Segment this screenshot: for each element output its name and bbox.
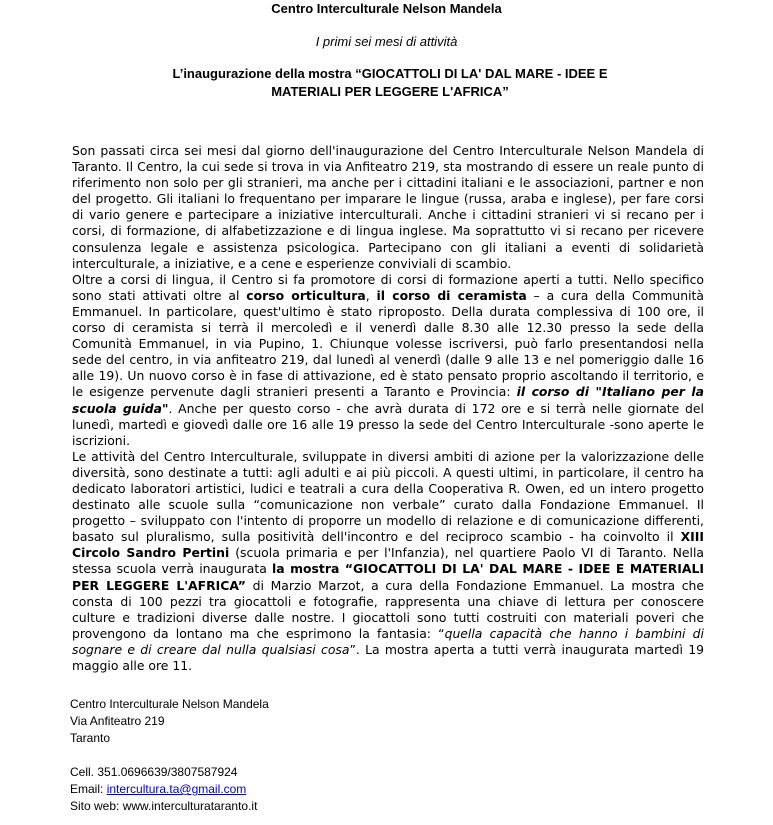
headline-prefix: L’inaugurazione della mostra — [172, 66, 356, 81]
document-headline — [150, 65, 630, 101]
headline-exhibition-title: “GIOCATTOLI DI LA' DAL MARE - IDEE E MATERIALI PER LEGGERE L'AFRICA” — [271, 66, 608, 99]
paragraph-courses — [72, 272, 704, 449]
footer-org: Centro Interculturale Nelson Mandela — [70, 697, 269, 711]
document-subtitle: I primi sei mesi di attività — [315, 34, 458, 49]
text: ”. La mostra aperta a tutti verrà inaugurata martedì 19 maggio alle ore 11. — [72, 641, 704, 673]
footer-city: Taranto — [70, 731, 111, 745]
text: di Marzio Marzot, a cura della Fondazione Emmanuel. La mostra che consta di 100 pezzi tra giocattoli e fotografie, rappresenta una chiave di lettura per conoscere culture e tradizioni diverse dalle nostre. I giocattoli sono tutti costruiti con materiali poveri che provengono da lontano ma che esprimono la fantasia: “ — [72, 577, 704, 641]
footer-email-line — [70, 781, 470, 798]
text: Le attività del Centro Interculturale, sviluppate in diversi ambiti di azione per la valorizzazione delle diversità, sono destinate a tutti: agli adulti e ai più piccoli. A questi ultimi, in particolare, il centro ha dedicato laboratori artistici, ludici e teatrali a cura della Cooperativa R. Owen, ed un intero progetto destinato alle scuole sulla “comunicazione non verbale” curato dalla Fondazione Emmanuel. Il progetto – sviluppato con l'intento di proporre un modello di relazione e di comunicazione differenti, basato sul pluralismo, sulla positività dell'incontro e del reciproco scambio - ha coinvolto il — [72, 448, 704, 545]
text: (scuola primaria e per l'Infanzia), nel quartiere Paolo VI di Taranto. Nella stessa scuola verrà inaugurata — [72, 545, 704, 577]
highlight-mostra: la mostra “GIOCATTOLI DI LA' DAL MARE - IDEE E MATERIALI PER LEGGERE L'AFRICA” — [72, 561, 704, 593]
quote-fantasia: quella capacità che hanno i bambini di sognare e di creare dal nulla qualsiasi cosa — [72, 625, 704, 657]
document-org-title: Centro Interculturale Nelson Mandela — [271, 1, 502, 16]
footer-address: Via Anfiteatro 219 — [70, 714, 165, 728]
text: Oltre a corsi di lingua, il Centro si fa promotore di corsi di formazione aperti a tutti. Nello specifico sono stati attivati oltre al — [72, 271, 704, 303]
footer-website: Sito web: www.interculturataranto.it — [70, 799, 258, 813]
article-body — [72, 143, 704, 674]
email-link[interactable]: intercultura.ta@gmail.com — [106, 782, 247, 796]
highlight-circolo: XIII Circolo Sandro Pertini — [72, 529, 704, 561]
text: – a cura della Communità Emmanuel. In particolare, quest'ultimo è stato riproposto. Della durata complessiva di 100 ore, il corso di ceramista si terrà il mercoledì e il venerdì dalle 8.30 alle 12.30 presso la sede della Comunità Emmanuel, in via Pupino, 1. Chiunque volesse iscriversi, può farlo presentandosi nella sede del centro, in via anfiteatro 219, dal lunedì al venerdì (dalle 9 alle 13 e nel pomeriggio dalle 16 alle 19). Un nuovo corso è in fase di attivazione, ed è stato pensato proprio ascoltando il territorio, e le esigenze pervenute dagli stranieri presenti a Taranto e Provincia: — [72, 287, 704, 400]
footer-email-label: Email: — [70, 782, 107, 796]
highlight-ceramista: il corso di ceramista — [376, 287, 527, 303]
paragraph-intro: Son passati circa sei mesi dal giorno dell'inaugurazione del Centro Interculturale Nelson Mandela di Taranto. Il Centro, la cui sede si trova in via Anfiteatro 219, sta mostrando di essere un reale punto di riferimento non solo per gli stranieri, ma anche per i cittadini italiani e le associazioni, partner e non del progetto. Gli italiani lo frequentano per imparare le lingue (russa, araba e inglese), per fare corsi di vario genere e partecipare a iniziative interculturali. Anche i cittadini stranieri vi si recano per i corsi, di formazione, di alfabetizzazione e di lingua inglese. Ma soprattutto vi si recano per ricevere consulenza legale e assistenza psicologica. Partecipano con gli italiani a eventi di solidarietà interculturale, a iniziative, e a cene e esperienze conviviali di scambio. — [72, 143, 704, 271]
highlight-orticultura: corso orticultura — [246, 287, 366, 303]
footer-spacer — [70, 747, 470, 764]
footer-phone: Cell. 351.0696639/3807587924 — [70, 765, 238, 779]
highlight-italiano-scuola-guida: il corso di "Italiano per la scuola guida" — [72, 384, 704, 416]
text: , — [365, 287, 377, 303]
text: . Anche per questo corso - che avrà durata di 172 ore e si terrà nelle giornate del lunedì, martedì e giovedì dalle ore 16 alle 19 presso la sede del Centro Interculturale -sono aperte le iscrizioni. — [72, 400, 704, 448]
paragraph-activities — [72, 449, 704, 674]
contact-footer — [70, 696, 470, 815]
